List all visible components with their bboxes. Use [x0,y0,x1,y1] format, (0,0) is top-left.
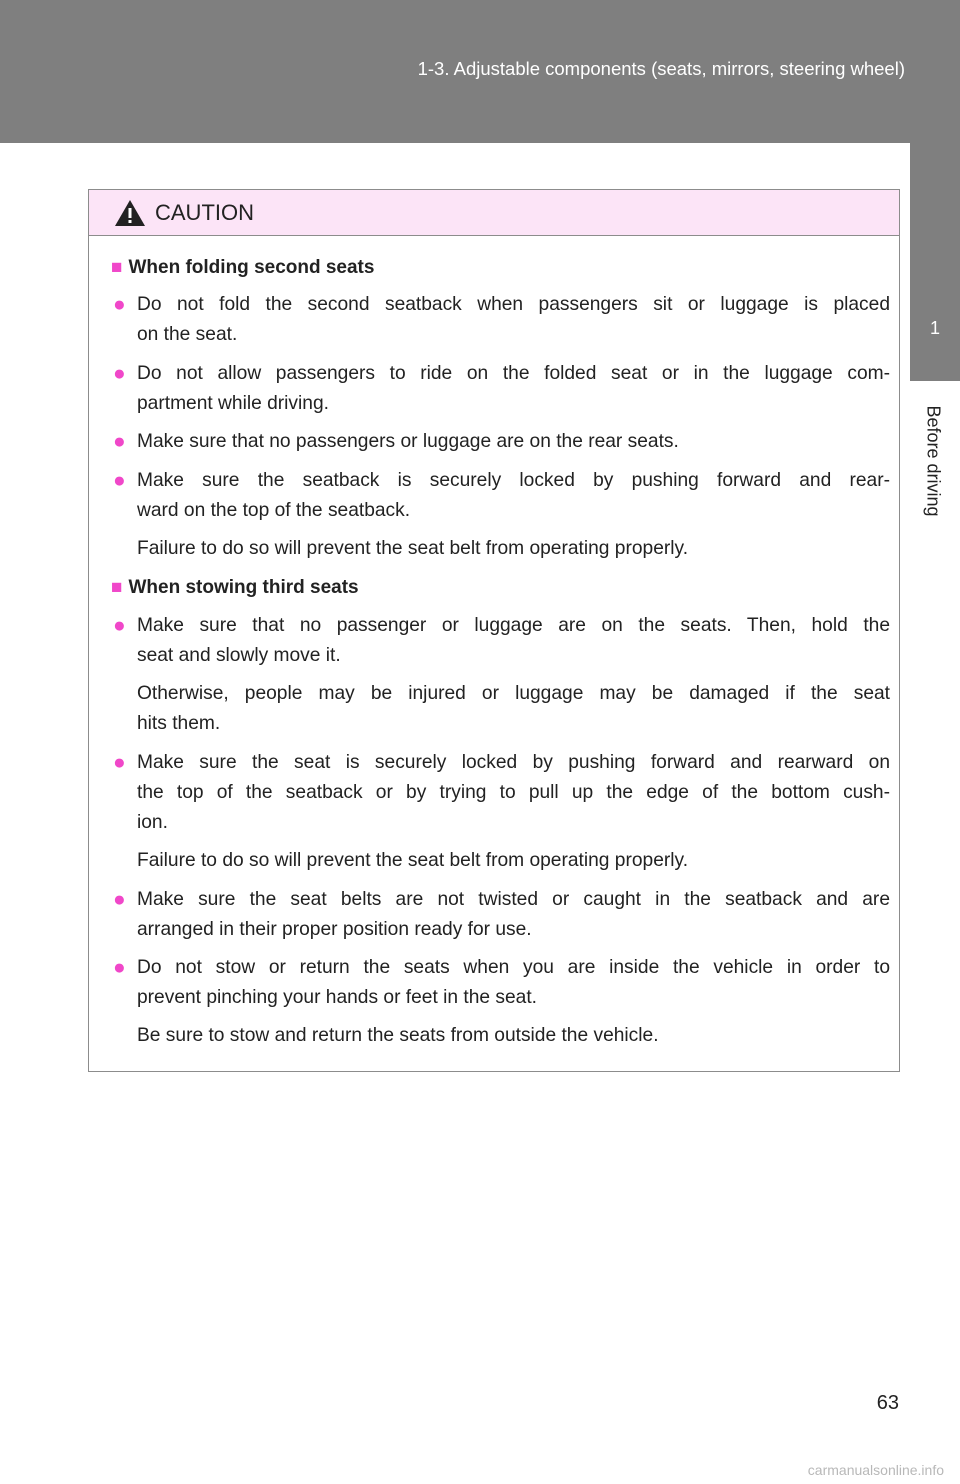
bullet-text: ion. [137,812,168,833]
note-text: Failure to do so will prevent the seat belt from operating properly. [137,850,689,871]
chapter-number: 1 [929,318,940,338]
circle-bullet-icon: ● [113,614,126,637]
bullet-text: arranged in their proper position ready for use. [137,919,532,940]
bullet-text: seat and slowly move it. [137,645,341,666]
note-text: Otherwise, people may be injured or luggage may be damaged if the seat [137,683,890,704]
bullet-text: Do not stow or return the seats when you are inside the vehicle in order to [137,957,890,978]
bullet-text: Make sure that no passenger or luggage are on the seats. Then, hold the [137,615,890,636]
circle-bullet-icon: ● [113,293,126,316]
circle-bullet-icon: ● [113,469,126,492]
square-marker-icon: ■ [111,577,123,598]
section-heading-text: When folding second seats [128,257,375,278]
section-heading [111,257,374,279]
page-number: 63 [876,1392,899,1414]
chapter-label: Before driving [923,405,944,517]
bullet-text: on the seat. [137,324,238,345]
warning-triangle-icon [114,199,146,227]
circle-bullet-icon: ● [113,956,126,979]
bullet-text: the top of the seatback or by trying to pull up the edge of the bottom cush- [137,782,890,803]
bullet-text: Make sure the seat belts are not twisted or caught in the seatback and are [137,889,890,910]
chapter-tab [910,143,960,381]
caution-header [89,190,899,236]
bullet-text: Make sure the seatback is securely locked by pushing forward and rear- [137,470,890,491]
bullet-text: Make sure the seat is securely locked by pushing forward and rearward on [137,752,890,773]
section-heading-text: When stowing third seats [128,577,359,598]
note-text: Be sure to stow and return the seats from outside the vehicle. [137,1025,659,1046]
note-text: hits them. [137,713,221,734]
bullet-text: prevent pinching your hands or feet in the seat. [137,987,537,1008]
bullet-text: Do not fold the second seatback when passengers sit or luggage is placed [137,294,890,315]
note-text: Failure to do so will prevent the seat belt from operating properly. [137,538,689,559]
bullet-text: ward on the top of the seatback. [137,500,411,521]
bullet-text: Do not allow passengers to ride on the folded seat or in the luggage com- [137,363,890,384]
circle-bullet-icon: ● [113,362,126,385]
circle-bullet-icon: ● [113,888,126,911]
watermark: carmanualsonline.info [807,1462,944,1478]
caution-title: CAUTION [155,200,254,225]
circle-bullet-icon: ● [113,751,126,774]
header-band [0,0,960,143]
section-title: 1-3. Adjustable components (seats, mirrors, steering wheel) [417,58,905,79]
caution-box [88,189,900,1072]
bullet-text: Make sure that no passengers or luggage are on the rear seats. [137,431,679,452]
circle-bullet-icon: ● [113,430,126,453]
square-marker-icon: ■ [111,257,123,278]
bullet-text: partment while driving. [137,393,329,414]
section-heading [111,577,359,599]
